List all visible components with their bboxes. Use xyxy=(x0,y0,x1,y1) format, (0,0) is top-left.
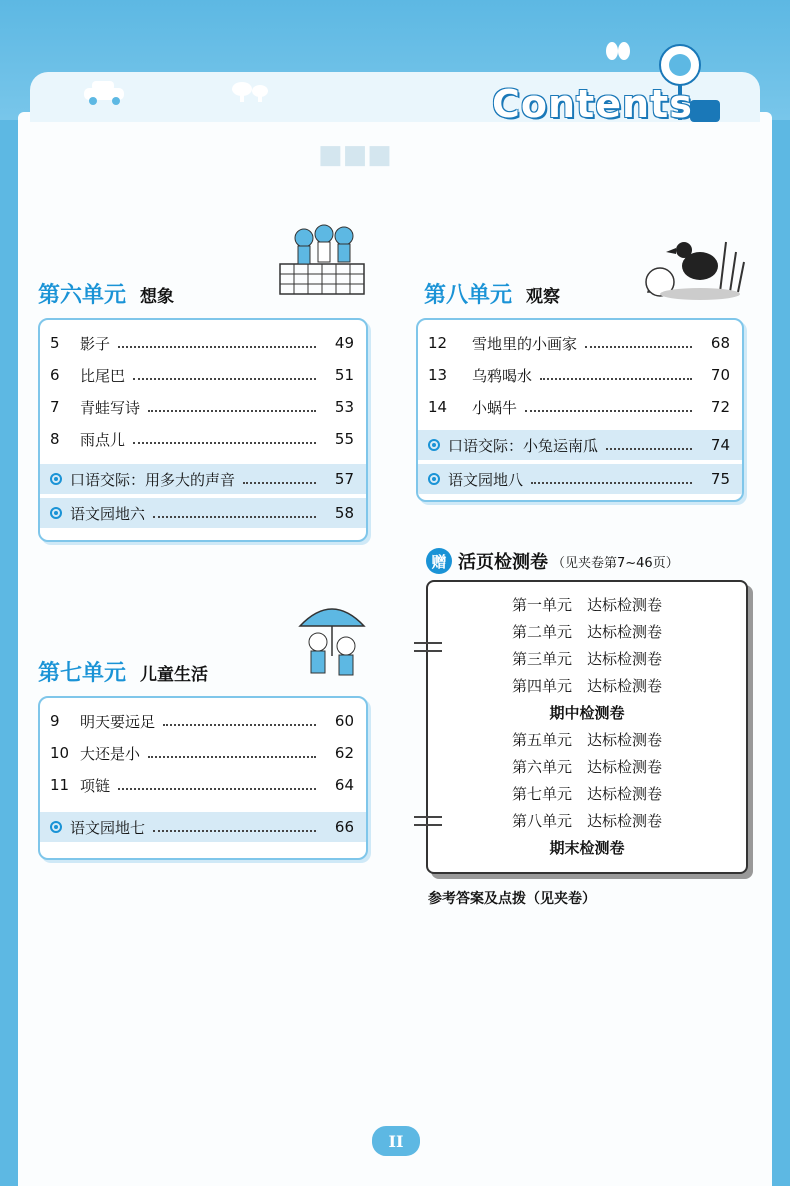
lesson-number: 10 xyxy=(50,744,70,762)
page-number-badge: II xyxy=(372,1126,420,1156)
page-number: 60 xyxy=(334,712,354,730)
lesson-title: 明天要远足 xyxy=(80,712,156,731)
leader-dots xyxy=(148,756,316,758)
bullet-icon xyxy=(50,821,62,833)
test-item[interactable]: 第七单元 达标检测卷 xyxy=(511,785,662,803)
toc-row-highlight[interactable] xyxy=(418,430,742,460)
toc-row-highlight[interactable] xyxy=(40,498,366,528)
lesson-number: 5 xyxy=(50,334,60,352)
toc-row[interactable] xyxy=(418,392,742,422)
leader-dots xyxy=(153,516,316,518)
test-item[interactable]: 期中检测卷 xyxy=(549,704,625,722)
page-number: 74 xyxy=(710,436,730,454)
lesson-number: 14 xyxy=(428,398,448,416)
toc-box-unit-8 xyxy=(416,318,744,502)
lesson-number: 8 xyxy=(50,430,60,448)
page-number: 58 xyxy=(334,504,354,522)
page-number: 72 xyxy=(710,398,730,416)
page-number: 75 xyxy=(710,470,730,488)
unit-heading-8 xyxy=(424,278,560,309)
tests-note: （见夹卷第7~46页） xyxy=(552,555,679,571)
bullet-icon xyxy=(428,473,440,485)
leader-dots xyxy=(153,830,316,832)
lesson-title: 口语交际：小兔运南瓜 xyxy=(448,436,599,455)
leader-dots xyxy=(525,410,692,412)
page-number: 53 xyxy=(334,398,354,416)
unit-number: 第七单元 xyxy=(38,661,127,686)
lesson-title: 青蛙写诗 xyxy=(80,398,141,417)
kids-skating-illustration xyxy=(272,218,370,298)
page-number: 49 xyxy=(334,334,354,352)
unit-heading-6 xyxy=(38,278,174,309)
toc-box-unit-6 xyxy=(38,318,368,542)
leader-dots xyxy=(133,442,316,444)
answer-note: 参考答案及点拨（见夹卷） xyxy=(428,891,596,907)
leader-dots xyxy=(133,378,316,380)
toc-row[interactable] xyxy=(40,738,366,768)
binder-ring-icon xyxy=(414,816,442,828)
test-item[interactable]: 第八单元 达标检测卷 xyxy=(511,812,662,830)
lesson-title: 比尾巴 xyxy=(80,366,126,385)
test-item[interactable]: 第一单元 达标检测卷 xyxy=(511,596,662,614)
lesson-number: 13 xyxy=(428,366,448,384)
tests-box xyxy=(426,580,748,874)
toc-row-highlight[interactable] xyxy=(40,464,366,494)
lesson-title: 雪地里的小画家 xyxy=(472,334,578,353)
page-number: 51 xyxy=(334,366,354,384)
butterfly-icon xyxy=(605,40,631,62)
lesson-title: 口语交际：用多大的声音 xyxy=(70,470,236,489)
lesson-number: 6 xyxy=(50,366,60,384)
toc-row[interactable] xyxy=(40,360,366,390)
unit-name: 儿童生活 xyxy=(140,665,209,685)
lesson-number: 7 xyxy=(50,398,60,416)
tests-title: 活页检测卷 xyxy=(458,552,548,573)
toc-row[interactable] xyxy=(418,360,742,390)
tests-heading xyxy=(426,548,679,574)
test-item[interactable]: 第六单元 达标检测卷 xyxy=(511,758,662,776)
leader-dots xyxy=(243,482,316,484)
toc-row[interactable] xyxy=(40,770,366,800)
leader-dots xyxy=(540,378,692,380)
toc-row[interactable] xyxy=(418,328,742,358)
lesson-title: 乌鸦喝水 xyxy=(472,366,533,385)
test-item[interactable]: 第三单元 达标检测卷 xyxy=(511,650,662,668)
page-number: 55 xyxy=(334,430,354,448)
leader-dots xyxy=(531,482,692,484)
toc-row[interactable] xyxy=(40,424,366,454)
lesson-title: 语文园地八 xyxy=(448,470,524,489)
lesson-title: 语文园地七 xyxy=(70,818,146,837)
unit-number: 第八单元 xyxy=(424,283,513,308)
page-title: Contents xyxy=(492,82,693,126)
kids-umbrella-illustration xyxy=(294,596,370,688)
crow-pitcher-illustration xyxy=(640,222,748,302)
unit-heading-7 xyxy=(38,656,208,687)
lesson-title: 项链 xyxy=(80,776,111,795)
page-number: 68 xyxy=(710,334,730,352)
lesson-number: 12 xyxy=(428,334,448,352)
background-watermark: ■■■ xyxy=(318,140,392,170)
toc-row-highlight[interactable] xyxy=(40,812,366,842)
toc-row[interactable] xyxy=(40,706,366,736)
page-number: 62 xyxy=(334,744,354,762)
bullet-icon xyxy=(50,473,62,485)
leader-dots xyxy=(163,724,316,726)
gift-badge: 赠 xyxy=(426,548,452,574)
toc-row[interactable] xyxy=(40,328,366,358)
leader-dots xyxy=(606,448,692,450)
bullet-icon xyxy=(50,507,62,519)
mushroom-icon xyxy=(230,80,270,104)
lesson-title: 雨点儿 xyxy=(80,430,126,449)
binder-ring-icon xyxy=(414,642,442,654)
lesson-number: 9 xyxy=(50,712,60,730)
leader-dots xyxy=(148,410,316,412)
toc-row[interactable] xyxy=(40,392,366,422)
test-item[interactable]: 第五单元 达标检测卷 xyxy=(511,731,662,749)
lesson-number: 11 xyxy=(50,776,70,794)
toc-row-highlight[interactable] xyxy=(418,464,742,494)
page-number: 64 xyxy=(334,776,354,794)
page-number: 57 xyxy=(334,470,354,488)
unit-name: 观察 xyxy=(526,287,561,307)
lesson-title: 语文园地六 xyxy=(70,504,146,523)
leader-dots xyxy=(585,346,692,348)
leader-dots xyxy=(118,788,316,790)
test-item[interactable]: 第四单元 达标检测卷 xyxy=(511,677,662,695)
car-icon xyxy=(80,78,130,106)
bullet-icon xyxy=(428,439,440,451)
test-item[interactable]: 第二单元 达标检测卷 xyxy=(511,623,662,641)
page-number: 70 xyxy=(710,366,730,384)
lesson-title: 小蜗牛 xyxy=(472,398,518,417)
toc-box-unit-7 xyxy=(38,696,368,860)
leader-dots xyxy=(118,346,316,348)
page-number: 66 xyxy=(334,818,354,836)
lesson-title: 大还是小 xyxy=(80,744,141,763)
unit-name: 想象 xyxy=(140,287,175,307)
unit-number: 第六单元 xyxy=(38,283,127,308)
lesson-title: 影子 xyxy=(80,334,111,353)
test-item[interactable]: 期末检测卷 xyxy=(549,839,625,857)
